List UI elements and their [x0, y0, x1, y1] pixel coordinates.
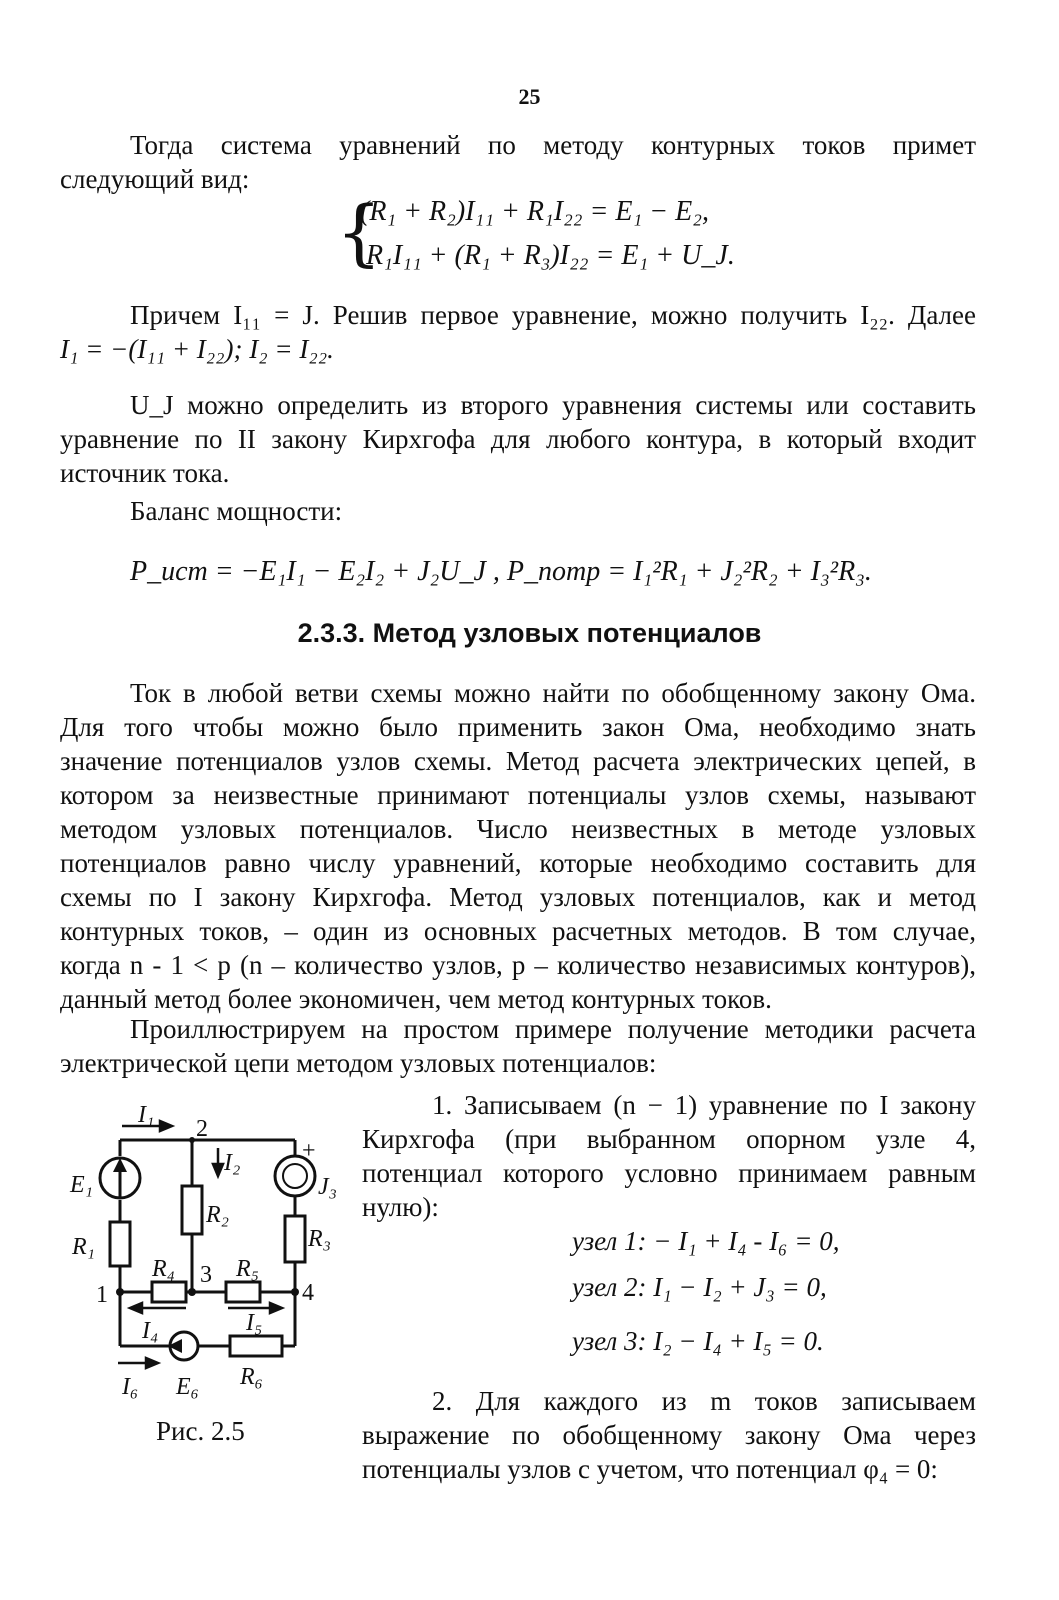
text-line: U_J можно определить из второго уравнения системы или составить [130, 390, 976, 420]
balance-label: Баланс мощности: [130, 496, 343, 526]
step-1-text [362, 1088, 976, 1224]
label-r2: R₂ [206, 1202, 230, 1228]
text-line: Кирхгофа (при выбранном опорном узле 4, [362, 1124, 976, 1154]
power-balance-equation: P_ист = −E₁I₁ − E₂I₂ + J₂U_J , P_потр = I₁²R₁ + J₂²R₂ + I₃²R₃. [130, 556, 872, 587]
text-line: следующий вид: [60, 164, 250, 194]
node-equation-1: узел 1: − I₁ + I₄ - I₆ = 0, [572, 1226, 840, 1256]
label-node-2: 2 [196, 1116, 208, 1142]
node-dot [189, 1137, 195, 1143]
step-2-text [362, 1384, 976, 1486]
paragraph-uj [60, 388, 976, 490]
text-line: потенциалы узлов с учетом, что потенциал φ₄ = 0: [362, 1454, 938, 1484]
text-line: I₁ = −(I₁₁ + I₂₂); I₂ = I₂₂. [60, 334, 334, 364]
system-equation-2: R₁I₁₁ + (R₁ + R₃)I₂₂ = E₁ + U_J. [366, 240, 735, 271]
label-i2: I₂ [224, 1150, 241, 1176]
label-r6: R₆ [240, 1364, 264, 1390]
node-dot [116, 1288, 124, 1296]
resistor-r5 [226, 1282, 260, 1302]
paragraph-solution [60, 298, 976, 366]
text-line: выражение по обобщенному закону Ома через [362, 1420, 976, 1450]
figure-caption: Рис. 2.5 [156, 1416, 245, 1446]
label-i6: I₆ [122, 1374, 139, 1400]
text-line: электрической цепи методом узловых потенциалов: [60, 1048, 657, 1078]
paragraph-method [60, 676, 976, 1016]
label-r5: R₅ [236, 1256, 260, 1282]
text-line: значение потенциалов узлов схемы. Метод расчета электрических цепей, в [60, 746, 976, 776]
resistor-r2 [182, 1186, 202, 1234]
section-heading: 2.3.3. Метод узловых потенциалов [297, 618, 762, 648]
paragraph-illustration [60, 1012, 976, 1080]
label-r3: R₃ [308, 1226, 332, 1252]
page-number: 25 [518, 84, 541, 109]
label-e1: E₁ [70, 1172, 94, 1198]
text-line: нулю): [362, 1192, 439, 1222]
text-line: Ток в любой ветви схемы можно найти по обобщенному закону Ома. [130, 678, 976, 708]
resistor-r3 [285, 1216, 305, 1262]
text-line: 1. Записываем (n − 1) уравнение по I закону [432, 1090, 976, 1120]
label-node-3: 3 [200, 1262, 212, 1288]
system-equation-1: (R₁ + R₂)I₁₁ + R₁I₂₂ = E₁ − E₂, [360, 196, 710, 227]
label-plus: + [302, 1138, 316, 1164]
label-node-4: 4 [302, 1280, 314, 1306]
label-r1: R₁ [72, 1234, 96, 1260]
resistor-r4 [152, 1282, 186, 1302]
label-node-1: 1 [96, 1282, 108, 1308]
label-i5: I₅ [246, 1310, 263, 1336]
resistor-r6 [230, 1336, 282, 1356]
node-dot [291, 1288, 299, 1296]
text-line: методом узловых потенциалов. Число неизвестных в методе узловых [60, 814, 976, 844]
label-i1: I₁ [138, 1102, 155, 1128]
node-equation-3: узел 3: I₂ − I₄ + I₅ = 0. [572, 1326, 824, 1356]
text-line: Для того чтобы можно было применить закон Ома, необходимо знать [60, 712, 976, 742]
text-line: Причем I₁₁ = J. Решив первое уравнение, можно получить I₂₂. Далее [130, 300, 976, 330]
label-j3: J₃ [318, 1174, 337, 1200]
label-e6: E₆ [176, 1374, 200, 1400]
text-line: потенциал которого условно принимаем равным [362, 1158, 976, 1188]
text-line: уравнение по II закону Кирхгофа для любого контура, в который входит [60, 424, 976, 454]
text-line: схемы по I закону Кирхгофа. Метод узловых потенциалов, как и метод [60, 882, 976, 912]
node-dot [188, 1288, 196, 1296]
text-line: 2. Для каждого из m токов записываем [432, 1386, 976, 1416]
node-equation-2: узел 2: I₁ − I₂ + J₃ = 0, [572, 1272, 827, 1302]
text-line: потенциалов равно числу уравнений, которые необходимо составить для [60, 848, 976, 878]
text-line: контурных токов, – один из основных расчетных методов. В том случае, [60, 916, 976, 946]
resistor-r1 [110, 1222, 130, 1266]
label-r4: R₄ [152, 1256, 176, 1282]
text-line: Проиллюстрируем на простом примере получение методики расчета [130, 1014, 976, 1044]
label-i4: I₄ [142, 1318, 159, 1344]
text-line: котором за неизвестные принимают потенциалы узлов схемы, называют [60, 780, 976, 810]
circuit-diagram [60, 1096, 360, 1406]
text-line: данный метод более экономичен, чем метод контурных токов. [60, 984, 772, 1014]
text-line: источник тока. [60, 458, 230, 488]
text-line: Тогда система уравнений по методу контурных токов примет [130, 130, 976, 160]
paragraph-intro [60, 128, 976, 196]
text-line: когда n - 1 < p (n – количество узлов, p – количество независимых контуров), [60, 950, 976, 980]
system-brace: { [336, 190, 382, 274]
